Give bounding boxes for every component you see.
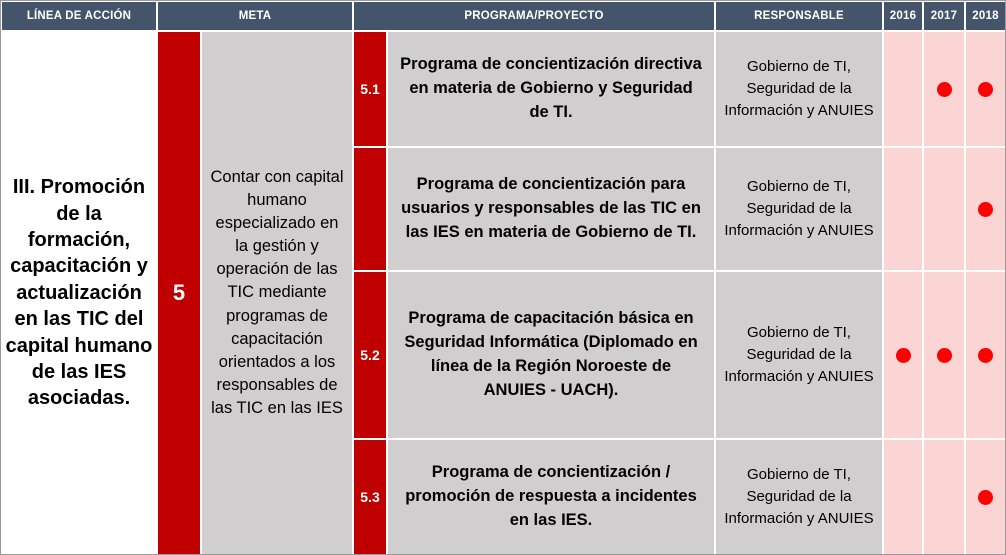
meta-number: 5 xyxy=(158,32,200,554)
header-year-2018: 2018 xyxy=(966,2,1005,30)
responsible-text: Gobierno de TI, Seguridad de la Información y ANUIES xyxy=(716,440,882,554)
year-cell-2016 xyxy=(884,32,922,146)
responsible-text: Gobierno de TI, Seguridad de la Información y ANUIES xyxy=(716,272,882,438)
linea-accion-text: III. Promoción de la formación, capacitación y actualización en las TIC del capital humano de las IES asociadas. xyxy=(2,32,156,554)
header-responsable: RESPONSABLE xyxy=(716,2,882,30)
year-cell-2018 xyxy=(966,440,1005,554)
header-year-2016: 2016 xyxy=(884,2,922,30)
program-number-5-1: 5.1 xyxy=(354,32,386,146)
year-cell-2018 xyxy=(966,32,1005,146)
scheduled-dot-icon xyxy=(978,82,993,97)
program-text: Programa de concientización para usuarios y responsables de las TIC en las IES en materia de Gobierno de TI. xyxy=(388,148,714,270)
program-number-5-2: 5.2 xyxy=(354,272,386,438)
header-programa: PROGRAMA/PROYECTO xyxy=(354,2,714,30)
year-cell-2016 xyxy=(884,440,922,554)
program-text: Programa de concientización / promoción de respuesta a incidentes en las IES. xyxy=(388,440,714,554)
scheduled-dot-icon xyxy=(978,490,993,505)
scheduled-dot-icon xyxy=(937,348,952,363)
program-text: Programa de capacitación básica en Seguridad Informática (Diplomado en línea de la Región Noroeste de ANUIES - UACH). xyxy=(388,272,714,438)
program-number-empty xyxy=(354,148,386,270)
scheduled-dot-icon xyxy=(978,202,993,217)
meta-text: Contar con capital humano especializado en la gestión y operación de las TIC mediante programas de capacitación orientados a los responsables de las TIC en las IES xyxy=(202,32,352,554)
year-cell-2018 xyxy=(966,148,1005,270)
program-number-5-3: 5.3 xyxy=(354,440,386,554)
responsible-text: Gobierno de TI, Seguridad de la Información y ANUIES xyxy=(716,32,882,146)
year-cell-2017 xyxy=(924,148,964,270)
responsible-text: Gobierno de TI, Seguridad de la Información y ANUIES xyxy=(716,148,882,270)
scheduled-dot-icon xyxy=(896,348,911,363)
year-cell-2017 xyxy=(924,32,964,146)
year-cell-2016 xyxy=(884,148,922,270)
scheduled-dot-icon xyxy=(978,348,993,363)
header-linea-accion: LÍNEA DE ACCIÓN xyxy=(2,2,156,30)
header-year-2017: 2017 xyxy=(924,2,964,30)
year-cell-2018 xyxy=(966,272,1005,438)
year-cell-2017 xyxy=(924,440,964,554)
year-cell-2017 xyxy=(924,272,964,438)
header-meta: META xyxy=(158,2,352,30)
program-text: Programa de concientización directiva en materia de Gobierno y Seguridad de TI. xyxy=(388,32,714,146)
year-cell-2016 xyxy=(884,272,922,438)
scheduled-dot-icon xyxy=(937,82,952,97)
